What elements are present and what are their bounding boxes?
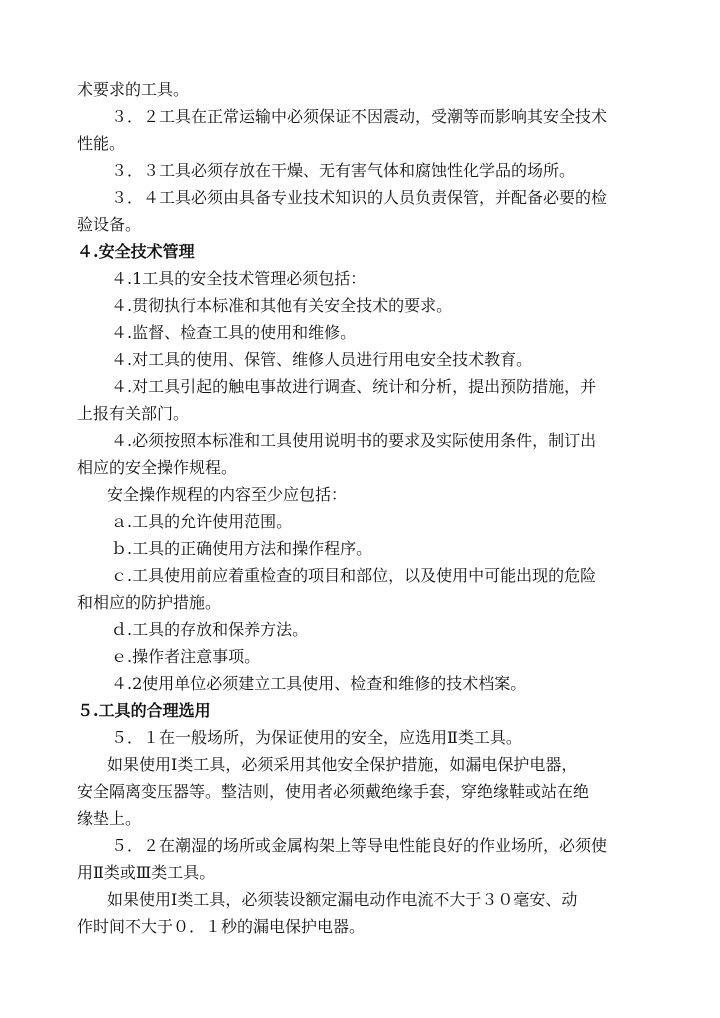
text-line: ４.对工具的使用、保管、维修人员进行用电安全技术教育。 [111,350,533,369]
text-line: 安全隔离变压器等。整洁则，使用者必须戴绝缘手套，穿绝缘鞋或站在绝 [77,782,590,801]
text-line: 缘垫上。 [77,809,142,828]
text-line: ｄ.工具的存放和保养方法。 [111,620,309,639]
text-line: ５．１在一般场所，为保证使用的安全，应选用Ⅱ类工具。 [111,728,522,747]
text-line: 如果使用Ⅰ类工具，必须采用其他安全保护措施，如漏电保护电器， [107,755,578,774]
text-line: ｂ.工具的正确使用方法和操作程序。 [111,539,373,558]
text-line: 验设备。 [77,215,142,234]
text-line: ｅ.操作者注意事项。 [111,647,261,666]
text-line: 相应的安全操作规程。 [77,458,238,477]
text-line: 上报有关部门。 [77,404,190,423]
text-line: 性能。 [77,134,126,153]
text-line: ４.监督、检查工具的使用和维修。 [111,323,357,342]
text-line: 术要求的工具。 [77,80,190,99]
text-line: ３．２工具在正常运输中必须保证不因震动，受潮等而影响其安全技术 [111,107,608,126]
text-line: ４.对工具引起的触电事故进行调查、统计和分析，提出预防措施，并 [111,377,597,396]
text-line: ４.1工具的安全技术管理必须包括： [111,269,367,288]
text-line: ５．２在潮湿的场所或金属构架上等导电性能良好的作业场所，必须使 [111,836,608,855]
text-line: ３．３工具必须存放在干燥、无有害气体和腐蚀性化学品的场所。 [111,161,576,180]
text-line: ３．４工具必须由具备专业技术知识的人员负责保管，并配备必要的检 [111,188,608,207]
text-line: ４.必须按照本标准和工具使用说明书的要求及实际使用条件，制订出 [111,431,597,450]
text-line: ４.贯彻执行本标准和其他有关安全技术的要求。 [111,296,453,315]
text-line: ｃ.工具使用前应着重检查的项目和部位，以及使用中可能出现的危险 [111,566,597,585]
text-line: 作时间不大于０．１秒的漏电保护电器。 [77,917,366,936]
text-line: 和相应的防护措施。 [77,593,222,612]
text-line: 如果使用Ⅰ类工具，必须装设额定漏电动作电流不大于３０毫安、动 [107,890,578,909]
text-line: ４.2使用单位必须建立工具使用、检查和维修的技术档案。 [111,674,527,693]
text-line: ａ.工具的允许使用范围。 [111,512,293,531]
text-line: 安全操作规程的内容至少应包括： [107,485,348,504]
text-line: 用Ⅱ类或Ⅲ类工具。 [77,863,216,882]
section-heading: ４.安全技术管理 [77,242,195,261]
section-heading: ５.工具的合理选用 [77,701,211,720]
